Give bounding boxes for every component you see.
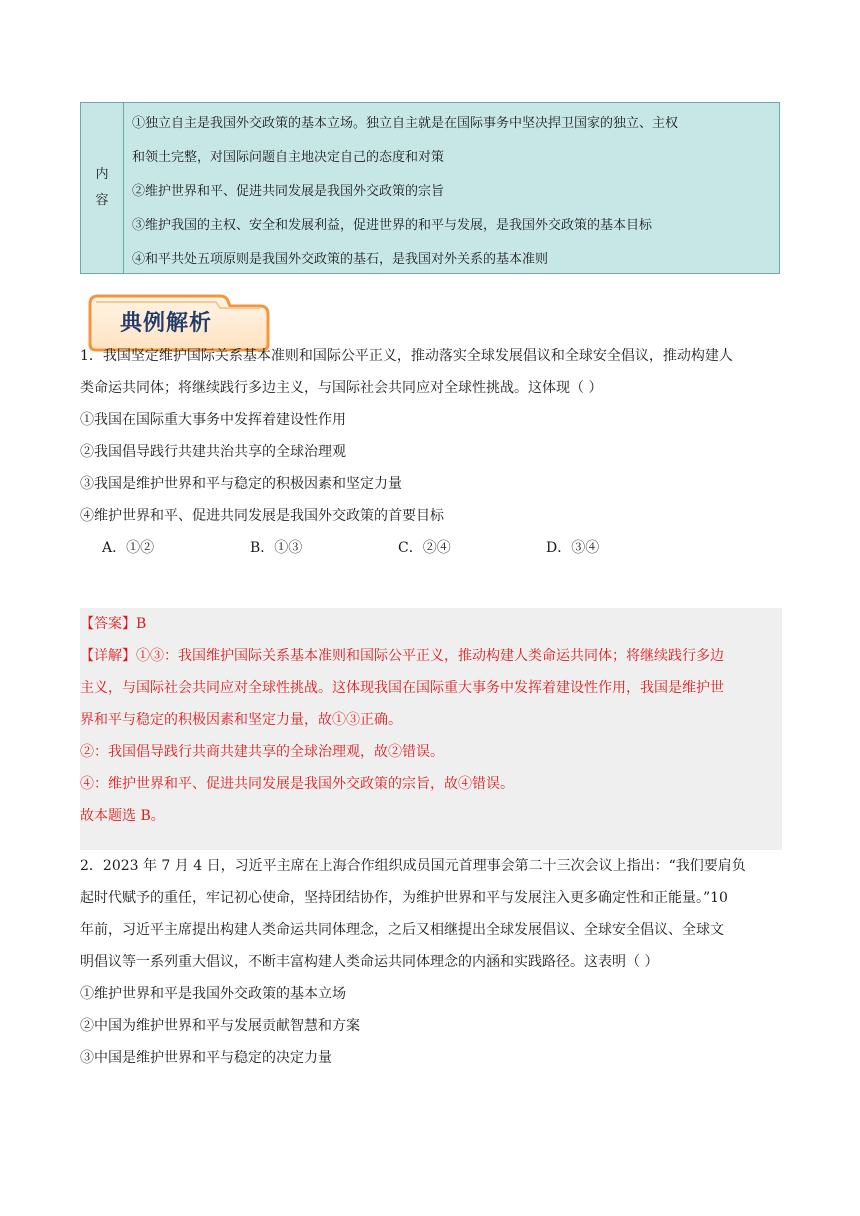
question-stem: 起时代赋予的重任，牢记初心使命，坚持团结协作，为维护世界和平与发展注入更多确定性和正能量。”10 bbox=[80, 890, 728, 906]
question-stem: 类命运共同体；将继续践行多边主义，与国际社会共同应对全球性挑战。这体现（ ） bbox=[80, 380, 603, 396]
question-stem: 2．2023 年 7 月 4 日，习近平主席在上海合作组织成员国元首理事会第二十三次会议上指出：“我们要肩负 bbox=[80, 858, 746, 874]
table-label-line1: 内 bbox=[95, 167, 109, 182]
question-stem: 1．我国坚定维护国际关系基本准则和国际公平正义，推动落实全球发展倡议和全球安全倡议，推动构建人 bbox=[80, 348, 733, 364]
question-item: ②我国倡导践行共建共治共享的全球治理观 bbox=[80, 444, 346, 460]
table-row: ④和平共处五项原则是我国外交政策的基石，是我国对外关系的基本准则 bbox=[132, 252, 549, 267]
answer-line: 【答案】B bbox=[80, 616, 147, 632]
detail-line: 界和平与稳定的积极因素和坚定力量，故①③正确。 bbox=[80, 712, 402, 728]
table-label bbox=[81, 103, 124, 273]
question-stem: 明倡议等一系列重大倡议，不断丰富构建人类命运共同体理念的内涵和实践路径。这表明（ ） bbox=[80, 954, 659, 970]
option-d: D．③④ bbox=[546, 540, 600, 556]
detail-line: ②：我国倡导践行共商共建共享的全球治理观，故②错误。 bbox=[80, 744, 444, 760]
option-a: A．①② bbox=[102, 540, 155, 556]
question-item: ③中国是维护世界和平与稳定的决定力量 bbox=[80, 1050, 332, 1066]
option-b: B．①③ bbox=[250, 540, 303, 556]
table-row: 和领土完整，对国际问题自主地决定自己的态度和对策 bbox=[132, 150, 445, 165]
table-row: ③维护我国的主权、安全和发展利益，促进世界的和平与发展，是我国外交政策的基本目标 bbox=[132, 218, 653, 233]
question-stem: 年前，习近平主席提出构建人类命运共同体理念，之后又相继提出全球发展倡议、全球安全倡议、全球文 bbox=[80, 922, 724, 938]
question-item: ②中国为维护世界和平与发展贡献智慧和方案 bbox=[80, 1018, 360, 1034]
banner-title: 典例解析 bbox=[120, 311, 213, 336]
question-item: ③我国是维护世界和平与稳定的积极因素和坚定力量 bbox=[80, 476, 402, 492]
table-label-line2: 容 bbox=[95, 193, 109, 208]
answer-box bbox=[80, 608, 782, 850]
option-c: C．②④ bbox=[398, 540, 451, 556]
question-item: ④维护世界和平、促进共同发展是我国外交政策的首要目标 bbox=[80, 508, 444, 524]
answer-options bbox=[80, 532, 784, 564]
question-2 bbox=[80, 850, 784, 1074]
table-row: ②维护世界和平、促进共同发展是我国外交政策的宗旨 bbox=[132, 184, 445, 199]
question-item: ①维护世界和平是我国外交政策的基本立场 bbox=[80, 986, 346, 1002]
content-table bbox=[80, 102, 780, 274]
table-row: ①独立自主是我国外交政策的基本立场。独立自主就是在国际事务中坚决捍卫国家的独立、主权 bbox=[132, 116, 679, 131]
detail-line: ④：维护世界和平、促进共同发展是我国外交政策的宗旨，故④错误。 bbox=[80, 776, 514, 792]
table-body bbox=[124, 103, 779, 273]
detail-line: 故本题选 B。 bbox=[80, 808, 165, 824]
question-item: ①我国在国际重大事务中发挥着建设性作用 bbox=[80, 412, 346, 428]
detail-line: 【详解】①③：我国维护国际关系基本准则和国际公平正义，推动构建人类命运共同体；将继续践行多边 bbox=[80, 648, 724, 664]
question-1 bbox=[80, 340, 784, 564]
detail-line: 主义，与国际社会共同应对全球性挑战。这体现我国在国际重大事务中发挥着建设性作用，我国是维护世 bbox=[80, 680, 724, 696]
